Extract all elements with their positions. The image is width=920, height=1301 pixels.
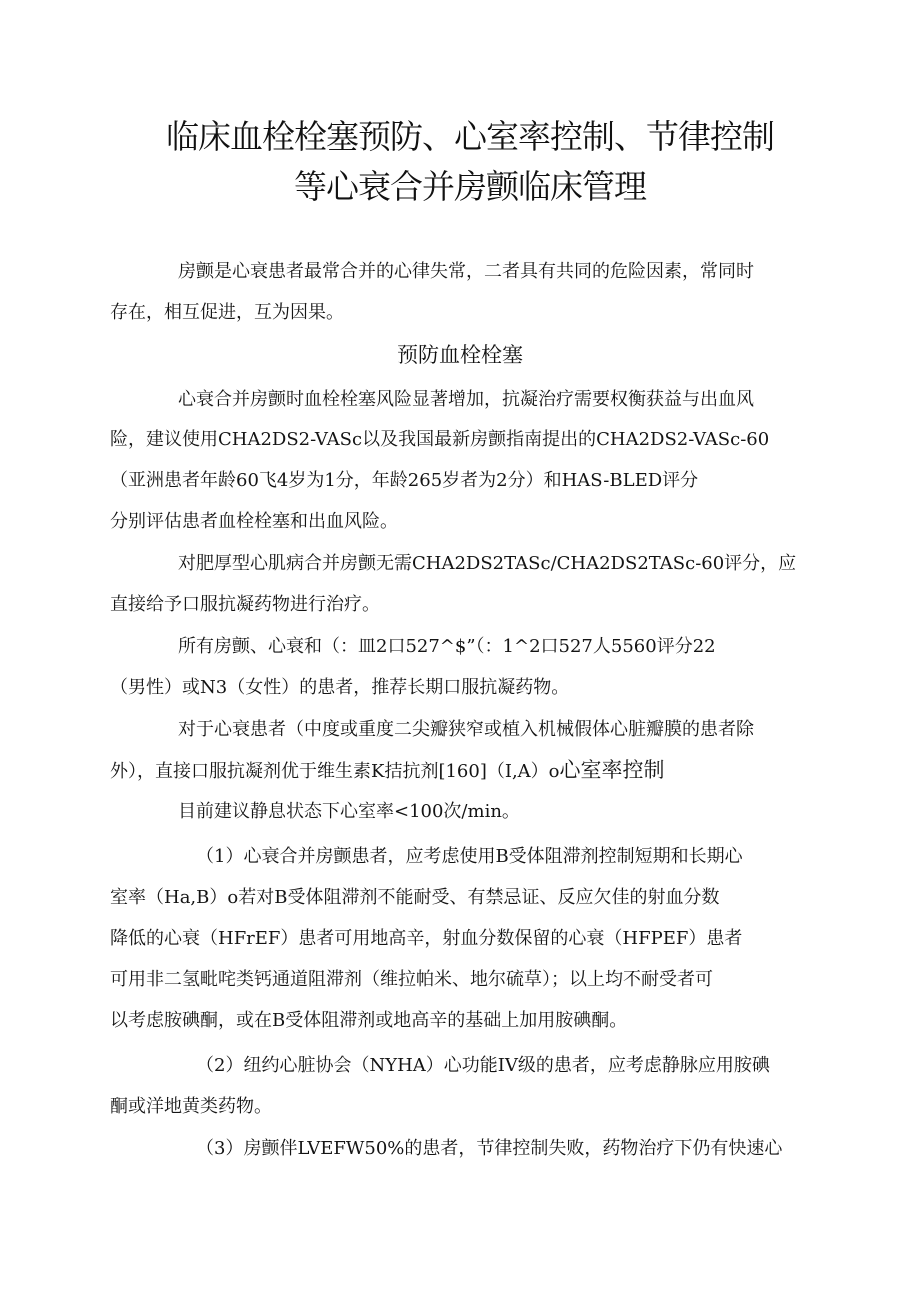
para3-line-1: 所有房颤、心衰和（：皿2口527^$”（：1^2口527人5560评分22 — [178, 636, 716, 657]
text-line: 房颤是心衰患者最常合并的心律失常，二者具有共同的危险因素，常同时 — [178, 261, 754, 282]
item1-line-5: 以考虑胺碘酮，或在B受体阻滞剂或地高辛的基础上加用胺碘酮。 — [110, 1010, 628, 1031]
para4-line-1: 对于心衰患者（中度或重度二尖瓣狭窄或植入机械假体心脏瓣膜的患者除 — [178, 719, 754, 740]
para2-line-1: 对肥厚型心肌病合并房颤无需CHA2DS2TASc/CHA2DS2TASc-60评分，应 — [178, 553, 797, 574]
item1-line-4: 可用非二氢毗咤类钙通道阻滞剂（维拉帕米、地尔硫草）；以上均不耐受者可 — [110, 969, 713, 990]
para4-line-2 — [110, 757, 665, 785]
para5-line-1: 目前建议静息状态下心室率<100次/min。 — [178, 801, 520, 822]
item3-line-1: （3）房颤伴LVEFW50%的患者，节律控制失败，药物治疗下仍有快速心 — [196, 1138, 783, 1159]
item1-line-3: 降低的心衰（HFrEF）患者可用地高辛，射血分数保留的心衰（HFPEF）患者 — [110, 928, 743, 949]
para1-line-1: 心衰合并房颤时血栓栓塞风险显著增加，抗凝治疗需要权衡获益与出血风 — [178, 389, 754, 410]
para4-line-2-text: 外），直接口服抗凝剂优于维生素K拮抗剂[160]（I,A）o — [110, 761, 560, 782]
document-title-line-2: 等心衰合并房颤临床管理 — [294, 167, 646, 206]
para1-line-3: （亚洲患者年龄60飞4岁为1分，年龄265岁者为2分）和HAS-BLED评分 — [110, 470, 699, 491]
section-heading-ventricular-rate-control: 心室率控制 — [559, 758, 665, 782]
item1-line-2: 室率（Ha,B）o若对B受体阻滞剂不能耐受、有禁忌证、反应欠佳的射血分数 — [110, 887, 720, 908]
para1-line-2: 险，建议使用CHA2DS2-VASc以及我国最新房颤指南提出的CHA2DS2-VASc-60 — [110, 429, 770, 450]
item2-line-1: （2）纽约心脏协会（NYHA）心功能IV级的患者，应考虑静脉应用胺碘 — [196, 1055, 770, 1076]
item1-line-1: （1）心衰合并房颤患者，应考虑使用B受体阻滞剂控制短期和长期心 — [196, 846, 743, 867]
section-heading-thrombosis-prevention: 预防血栓栓塞 — [397, 343, 523, 367]
document-title-line-1: 临床血栓栓塞预防、心室率控制、节律控制 — [166, 117, 774, 156]
para2-line-2: 直接给予口服抗凝药物进行治疗。 — [110, 594, 380, 615]
intro-line-1 — [178, 259, 810, 285]
intro-line-2: 存在，相互促进，互为因果。 — [110, 302, 344, 323]
item2-line-2: 酮或洋地黄类药物。 — [110, 1096, 272, 1117]
para3-line-2: （男性）或N3（女性）的患者，推荐长期口服抗凝药物。 — [110, 677, 570, 698]
para1-line-4: 分别评估患者血栓栓塞和出血风险。 — [110, 511, 398, 532]
